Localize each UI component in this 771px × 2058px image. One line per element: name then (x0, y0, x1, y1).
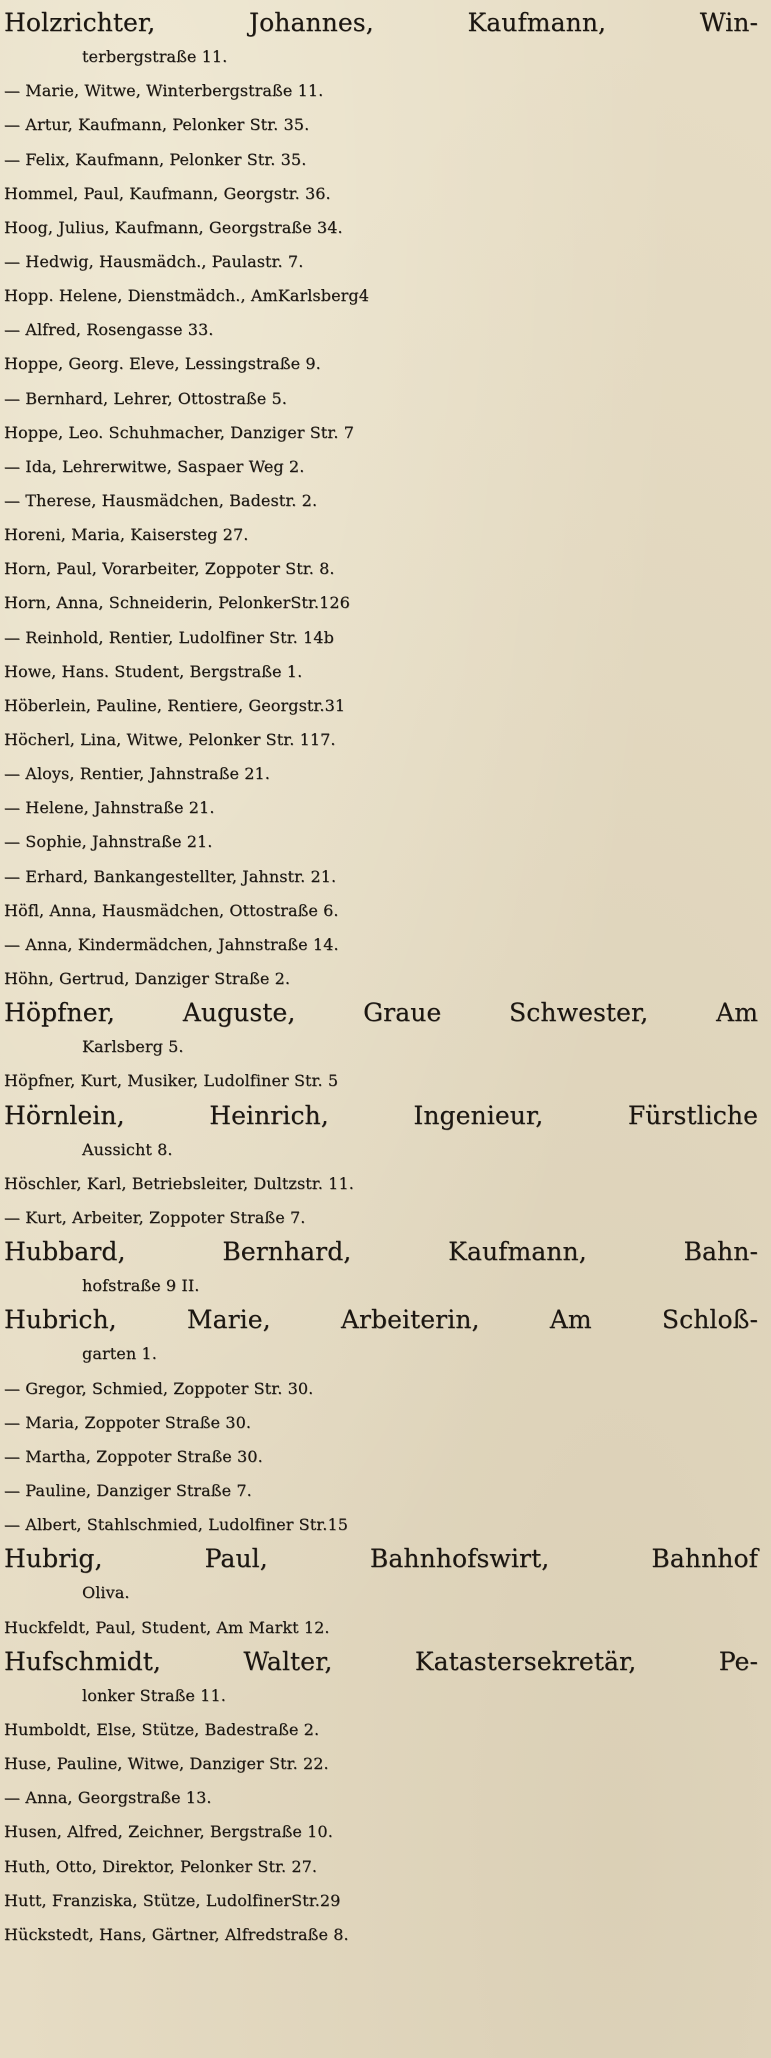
directory-entry (4, 1508, 771, 1542)
entry-line: Höpfner, Auguste, Graue Schwester, Am (4, 998, 758, 1028)
directory-entry (4, 313, 771, 347)
entry-line: Huth, Otto, Direktor, Pelonker Str. 27. (4, 1856, 318, 1876)
entry-line: Hubrich, Marie, Arbeiterin, Am Schloß- (4, 1305, 758, 1335)
entry-line: Höhn, Gertrud, Danziger Straße 2. (4, 968, 291, 988)
directory-entry (4, 1099, 771, 1167)
entry-line: Hutt, Franziska, Stütze, LudolfinerStr.29 (4, 1890, 341, 1910)
directory-entry (4, 108, 771, 142)
entry-line: — Anna, Kindermädchen, Jahnstraße 14. (4, 934, 339, 954)
directory-entry (4, 1918, 771, 1952)
directory-entry (4, 1542, 771, 1610)
entry-line: Hommel, Paul, Kaufmann, Georgstr. 36. (4, 183, 331, 203)
directory-entry (4, 74, 771, 108)
entry-line: Hubrig, Paul, Bahnhofswirt, Bahnhof (4, 1544, 758, 1574)
entry-line: — Pauline, Danziger Straße 7. (4, 1481, 252, 1501)
directory-entries (4, 6, 771, 1952)
directory-entry (4, 757, 771, 791)
entry-line: Horn, Anna, Schneiderin, PelonkerStr.126 (4, 593, 350, 613)
entry-line: — Reinhold, Rentier, Ludolfiner Str. 14b (4, 627, 334, 647)
entry-line: Höschler, Karl, Betriebsleiter, Dultzstr. 11. (4, 1173, 354, 1193)
directory-entry (4, 928, 771, 962)
entry-continuation-line: garten 1. (82, 1344, 157, 1364)
directory-entry (4, 1815, 771, 1849)
directory-entry (4, 382, 771, 416)
directory-entry (4, 1713, 771, 1747)
entry-line: — Bernhard, Lehrer, Ottostraße 5. (4, 388, 287, 408)
entry-line: — Helene, Jahnstraße 21. (4, 798, 215, 818)
entry-line: Höpfner, Kurt, Musiker, Ludolfiner Str. 5 (4, 1071, 339, 1091)
directory-entry (4, 1884, 771, 1918)
directory-entry (4, 1372, 771, 1406)
entry-line: — Martha, Zoppoter Straße 30. (4, 1446, 263, 1466)
entry-line: — Marie, Witwe, Winterbergstraße 11. (4, 81, 324, 101)
directory-entry (4, 211, 771, 245)
directory-entry (4, 894, 771, 928)
entry-line: Husen, Alfred, Zeichner, Bergstraße 10. (4, 1822, 333, 1842)
directory-entry (4, 518, 771, 552)
entry-line: Hoppe, Georg. Eleve, Lessingstraße 9. (4, 354, 321, 374)
directory-entry (4, 723, 771, 757)
directory-entry (4, 6, 771, 74)
directory-entry (4, 860, 771, 894)
entry-line: Humboldt, Else, Stütze, Badestraße 2. (4, 1720, 320, 1740)
entry-line: Höfl, Anna, Hausmädchen, Ottostraße 6. (4, 900, 339, 920)
directory-entry (4, 1850, 771, 1884)
directory-entry (4, 1645, 771, 1713)
entry-line: — Felix, Kaufmann, Pelonker Str. 35. (4, 149, 307, 169)
directory-entry (4, 689, 771, 723)
directory-entry (4, 586, 771, 620)
entry-line: Hopp. Helene, Dienstmädch., AmKarlsberg4 (4, 286, 370, 306)
entry-continuation-line: hofstraße 9 II. (82, 1276, 200, 1296)
directory-entry (4, 1440, 771, 1474)
directory-entry (4, 1235, 771, 1303)
entry-line: Horeni, Maria, Kaisersteg 27. (4, 525, 249, 545)
directory-entry (4, 245, 771, 279)
entry-line: Hückstedt, Hans, Gärtner, Alfredstraße 8. (4, 1924, 349, 1944)
directory-entry (4, 1747, 771, 1781)
directory-entry (4, 1474, 771, 1508)
directory-entry (4, 552, 771, 586)
entry-continuation-line: Oliva. (82, 1583, 130, 1603)
entry-line: — Aloys, Rentier, Jahnstraße 21. (4, 764, 270, 784)
entry-continuation-line: lonker Straße 11. (82, 1685, 226, 1705)
directory-entry (4, 996, 771, 1064)
entry-line: — Erhard, Bankangestellter, Jahnstr. 21. (4, 866, 337, 886)
directory-entry (4, 791, 771, 825)
entry-line: Hoppe, Leo. Schuhmacher, Danziger Str. 7 (4, 422, 354, 442)
entry-line: — Therese, Hausmädchen, Badestr. 2. (4, 490, 318, 510)
entry-continuation-line: terbergstraße 11. (82, 47, 228, 67)
entry-line: Hufschmidt, Walter, Katastersekretär, Pe- (4, 1646, 758, 1676)
entry-line: Hörnlein, Heinrich, Ingenieur, Fürstliche (4, 1100, 758, 1130)
entry-line: — Albert, Stahlschmied, Ludolfiner Str.15 (4, 1515, 349, 1535)
entry-line: — Artur, Kaufmann, Pelonker Str. 35. (4, 115, 310, 135)
entry-continuation-line: Karlsberg 5. (82, 1037, 184, 1057)
directory-entry (4, 1064, 771, 1098)
directory-entry (4, 1303, 771, 1371)
entry-line: — Ida, Lehrerwitwe, Saspaer Weg 2. (4, 456, 305, 476)
entry-line: Huse, Pauline, Witwe, Danziger Str. 22. (4, 1754, 329, 1774)
entry-line: Höberlein, Pauline, Rentiere, Georgstr.31 (4, 695, 346, 715)
entry-line: Höcherl, Lina, Witwe, Pelonker Str. 117. (4, 729, 336, 749)
directory-entry (4, 1611, 771, 1645)
directory-entry (4, 621, 771, 655)
entry-line: Hoog, Julius, Kaufmann, Georgstraße 34. (4, 217, 343, 237)
entry-line: — Hedwig, Hausmädch., Paulastr. 7. (4, 251, 304, 271)
directory-entry (4, 825, 771, 859)
directory-entry (4, 484, 771, 518)
entry-line: — Anna, Georgstraße 13. (4, 1788, 212, 1808)
directory-entry (4, 1201, 771, 1235)
directory-entry (4, 177, 771, 211)
directory-entry (4, 1781, 771, 1815)
directory-entry (4, 143, 771, 177)
directory-entry (4, 279, 771, 313)
directory-entry (4, 347, 771, 381)
entry-line: Holzrichter, Johannes, Kaufmann, Win- (4, 8, 758, 37)
directory-entry (4, 1167, 771, 1201)
directory-entry (4, 416, 771, 450)
directory-entry (4, 1406, 771, 1440)
entry-line: — Maria, Zoppoter Straße 30. (4, 1412, 252, 1432)
entry-line: — Alfred, Rosengasse 33. (4, 320, 214, 340)
entry-continuation-line: Aussicht 8. (82, 1139, 173, 1159)
entry-line: — Kurt, Arbeiter, Zoppoter Straße 7. (4, 1207, 306, 1227)
directory-entry (4, 655, 771, 689)
entry-line: — Gregor, Schmied, Zoppoter Str. 30. (4, 1378, 314, 1398)
directory-entry (4, 450, 771, 484)
entry-line: Horn, Paul, Vorarbeiter, Zoppoter Str. 8. (4, 559, 335, 579)
entry-line: Huckfeldt, Paul, Student, Am Markt 12. (4, 1617, 330, 1637)
entry-line: Howe, Hans. Student, Bergstraße 1. (4, 661, 303, 681)
directory-entry (4, 962, 771, 996)
entry-line: Hubbard, Bernhard, Kaufmann, Bahn- (4, 1237, 758, 1267)
entry-line: — Sophie, Jahnstraße 21. (4, 832, 213, 852)
